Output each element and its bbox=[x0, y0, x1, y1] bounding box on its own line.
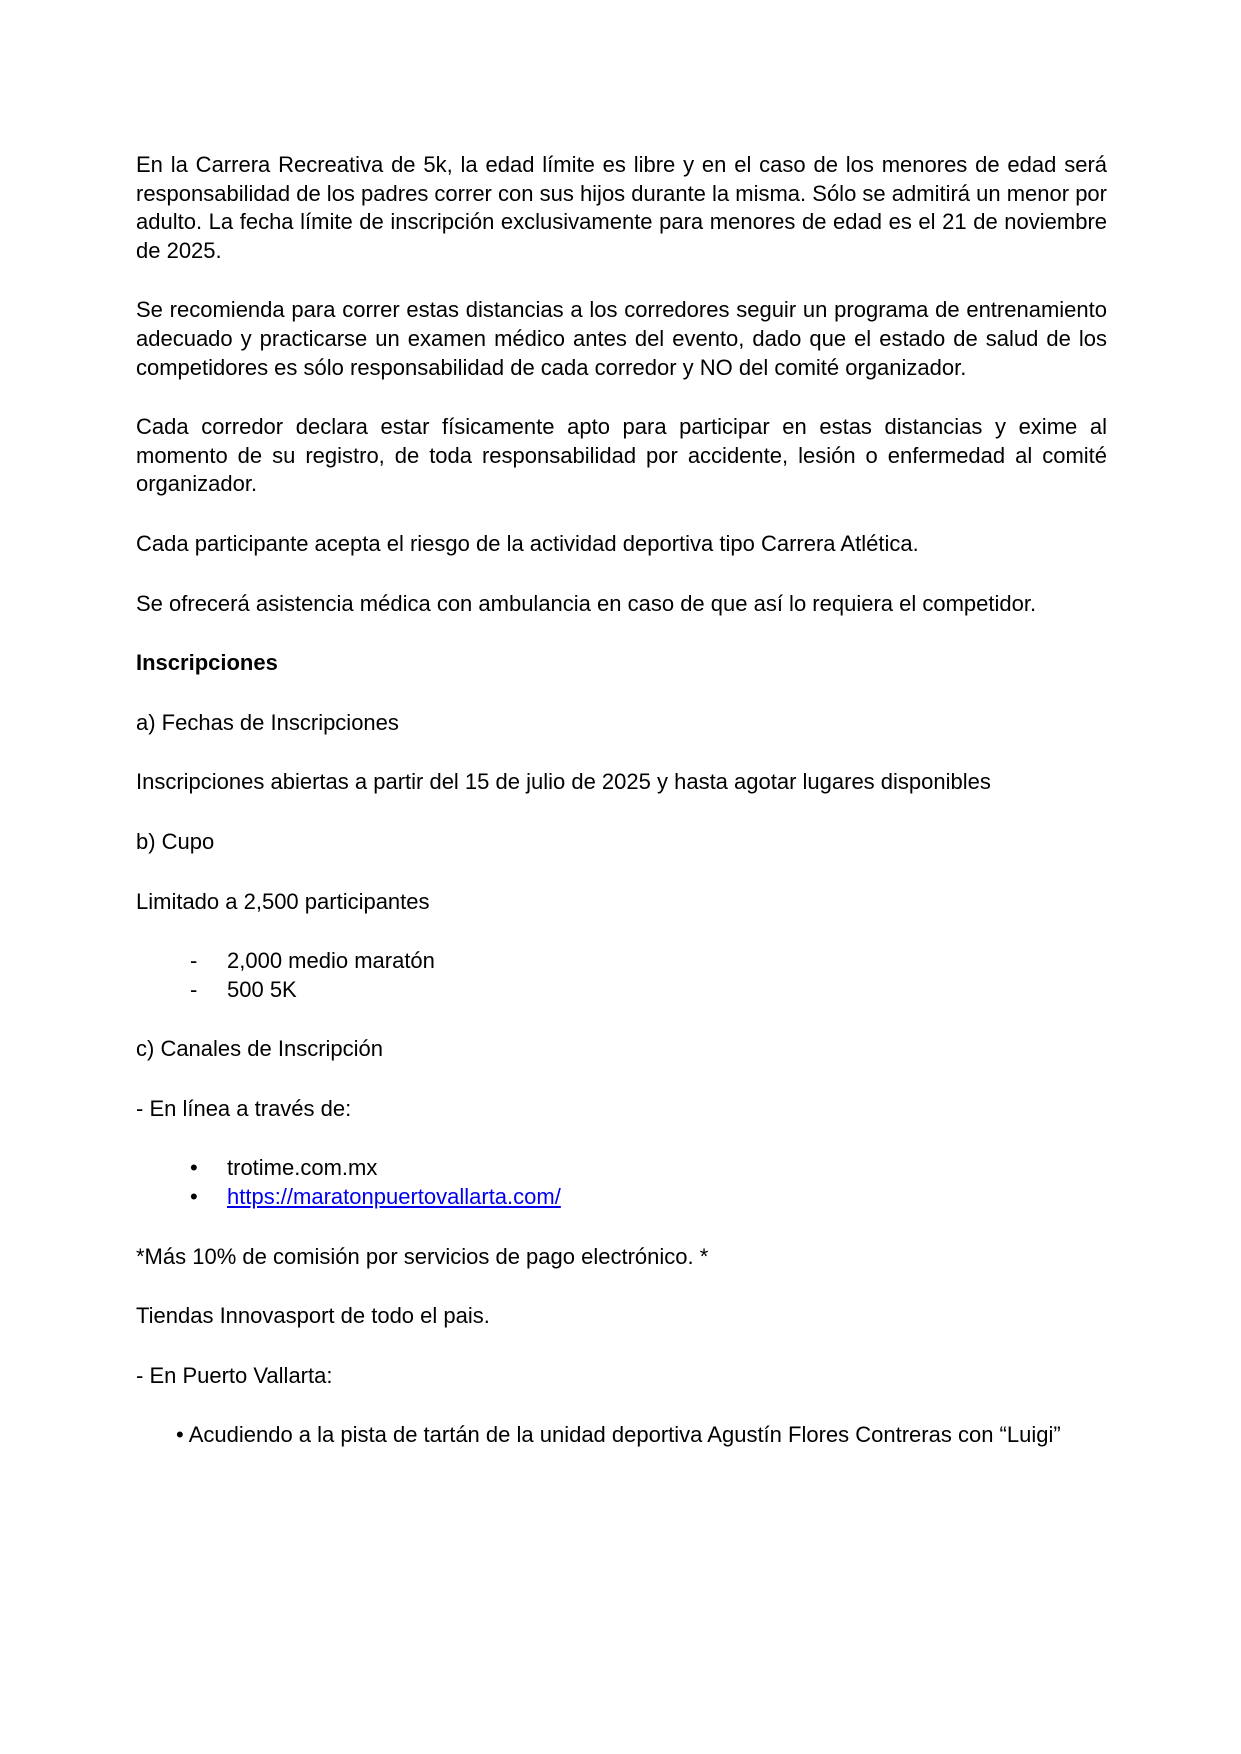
bullet-marker: • bbox=[176, 1422, 184, 1448]
list-item-trotime bbox=[136, 1154, 1107, 1183]
heading-inscripciones: Inscripciones bbox=[136, 650, 278, 676]
dash-marker: - bbox=[190, 948, 198, 974]
registration-site-link[interactable]: https://maratonpuertovallarta.com/ bbox=[227, 1184, 561, 1210]
paragraph-channels-label: c) Canales de Inscripción bbox=[136, 1036, 384, 1062]
bullet-marker: • bbox=[190, 1155, 198, 1181]
list-item-5k bbox=[136, 976, 1107, 1005]
online-channels-list bbox=[136, 1154, 1107, 1211]
list-item-text: 2,000 medio maratón bbox=[227, 948, 435, 974]
paragraph-capacity-label: b) Cupo bbox=[136, 828, 215, 854]
paragraph-puerto-vallarta-label: - En Puerto Vallarta: bbox=[136, 1362, 333, 1388]
list-item-website bbox=[136, 1183, 1107, 1212]
paragraph-fitness-declaration: Cada corredor declara estar físicamente apto para participar en estas distancias y exime al momento de su registro, de toda responsabilidad por accidente, lesión o enfermedad al comité organizador. bbox=[136, 414, 1107, 497]
list-item-text: 500 5K bbox=[227, 976, 297, 1002]
paragraph-capacity-text: Limitado a 2,500 participantes bbox=[136, 888, 430, 914]
bullet-marker: • bbox=[190, 1184, 198, 1210]
paragraph-commission-note: *Más 10% de comisión por servicios de pago electrónico. * bbox=[136, 1243, 709, 1269]
paragraph-registration-dates-label: a) Fechas de Inscripciones bbox=[136, 709, 399, 735]
paragraph-online-label: - En línea a través de: bbox=[136, 1095, 352, 1121]
paragraph-age-limit: En la Carrera Recreativa de 5k, la edad límite es libre y en el caso de los menores de edad será responsabilidad de los padres correr con sus hijos durante la misma. Sólo se admitirá un menor por adulto. La fecha límite de inscripción exclusivamente para menores de edad es el 21 de noviembre de 2025. bbox=[136, 152, 1107, 263]
paragraph-risk-acceptance: Cada participante acepta el riesgo de la actividad deportiva tipo Carrera Atlética. bbox=[136, 530, 919, 556]
paragraph-track-registration bbox=[136, 1421, 1107, 1450]
paragraph-medical-assistance: Se ofrecerá asistencia médica con ambulancia en caso de que así lo requiera el competidor. bbox=[136, 590, 1037, 616]
paragraph-registration-dates-text: Inscripciones abiertas a partir del 15 de julio de 2025 y hasta agotar lugares disponibles bbox=[136, 769, 991, 795]
paragraph-track-registration-text: Acudiendo a la pista de tartán de la unidad deportiva Agustín Flores Contreras con “Luigi” bbox=[188, 1422, 1061, 1448]
list-item-text: trotime.com.mx bbox=[227, 1155, 378, 1181]
dash-marker: - bbox=[190, 976, 198, 1002]
paragraph-training-recommendation: Se recomienda para correr estas distancias a los corredores seguir un programa de entrenamiento adecuado y practicarse un examen médico antes del evento, dado que el estado de salud de los competidores es sólo responsabilidad de cada corredor y NO del comité organizador. bbox=[136, 297, 1107, 380]
list-item-half-marathon bbox=[136, 947, 1107, 976]
paragraph-innovasport-stores: Tiendas Innovasport de todo el pais. bbox=[136, 1303, 490, 1329]
capacity-list bbox=[136, 947, 1107, 1004]
